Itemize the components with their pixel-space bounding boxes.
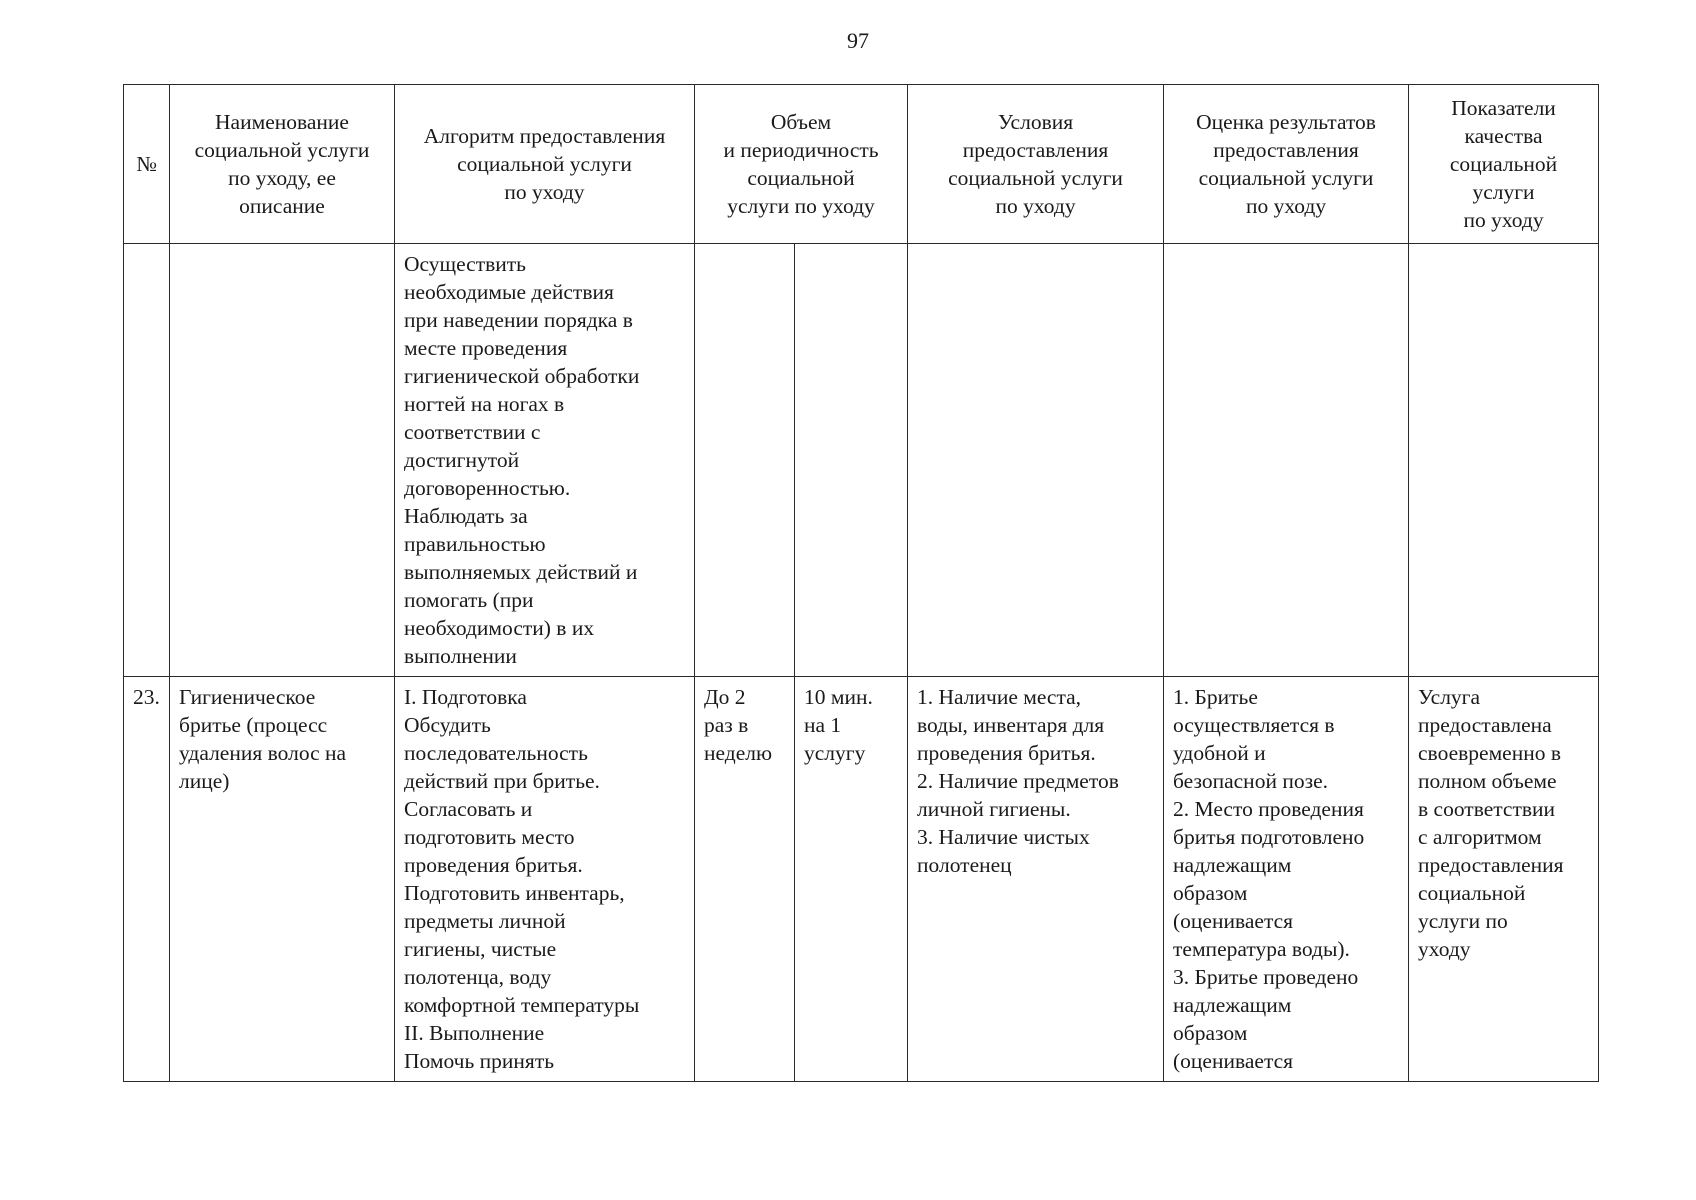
cell-quality: [1409, 244, 1599, 677]
header-number: №: [124, 85, 170, 244]
cell-conditions: 1. Наличие места, воды, инвентаря для проведения бритья. 2. Наличие предметов личной гигиены. 3. Наличие чистых полотенец: [908, 677, 1164, 1082]
cell-evaluation: [1164, 244, 1409, 677]
cell-number: 23.: [124, 677, 170, 1082]
header-evaluation: Оценка результатов предоставления социальной услуги по уходу: [1164, 85, 1409, 244]
cell-algorithm: Осуществить необходимые действия при наведении порядка в месте проведения гигиенической обработки ногтей на ногах в соответствии с достигнутой договоренностью. Наблюдать за правильностью выполняемых действий и помогать (при необходимости) в их выполнении: [395, 244, 695, 677]
table-header-row: [124, 85, 1599, 244]
cell-volume: До 2 раз в неделю: [695, 677, 795, 1082]
header-algorithm: Алгоритм предоставления социальной услуги по уходу: [395, 85, 695, 244]
header-conditions: Условия предоставления социальной услуги по уходу: [908, 85, 1164, 244]
cell-service-name: [170, 244, 395, 677]
table-row: [124, 244, 1599, 677]
header-service-name: Наименование социальной услуги по уходу, ее описание: [170, 85, 395, 244]
header-quality: Показатели качества социальной услуги по уходу: [1409, 85, 1599, 244]
page-number: 97: [847, 28, 869, 53]
cell-evaluation: 1. Бритье осуществляется в удобной и безопасной позе. 2. Место проведения бритья подготовлено надлежащим образом (оценивается температура воды). 3. Бритье проведено надлежащим образом (оценивается: [1164, 677, 1409, 1082]
services-table: [123, 84, 1599, 1082]
cell-service-name: Гигиеническое бритье (процесс удаления волос на лице): [170, 677, 395, 1082]
cell-periodicity: 10 мин. на 1 услугу: [795, 677, 908, 1082]
cell-periodicity: [795, 244, 908, 677]
cell-quality: Услуга предоставлена своевременно в полном объеме в соответствии с алгоритмом предоставления социальной услуги по уходу: [1409, 677, 1599, 1082]
cell-number: [124, 244, 170, 677]
cell-volume: [695, 244, 795, 677]
header-volume-periodicity: Объем и периодичность социальной услуги по уходу: [695, 85, 908, 244]
table-row: [124, 677, 1599, 1082]
cell-algorithm: I. Подготовка Обсудить последовательность действий при бритье. Согласовать и подготовить место проведения бритья. Подготовить инвентарь, предметы личной гигиены, чистые полотенца, воду комфортной температуры II. Выполнение Помочь принять: [395, 677, 695, 1082]
cell-conditions: [908, 244, 1164, 677]
